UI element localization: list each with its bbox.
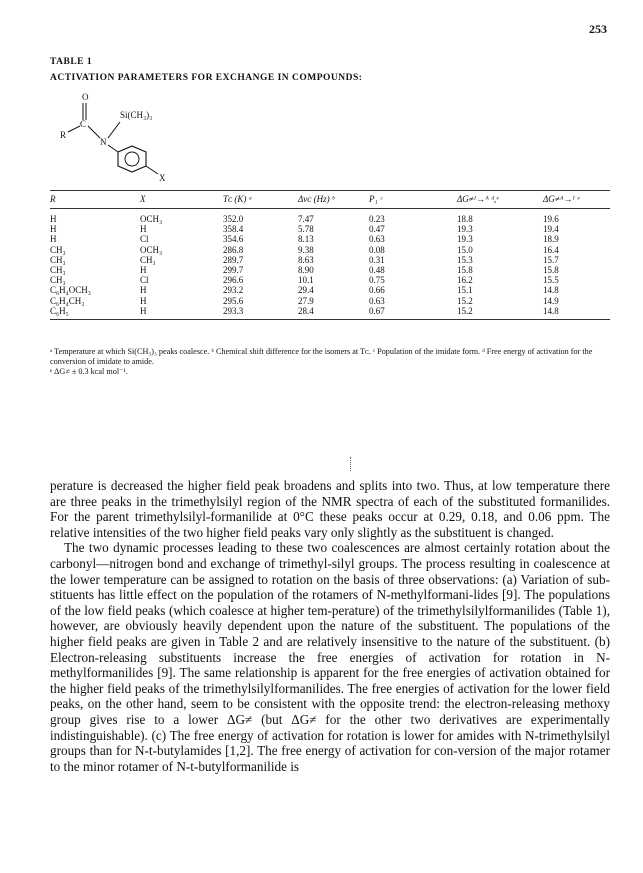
cell-dg-a-i: 19.6: [543, 214, 559, 224]
cell-p1: 0.31: [369, 254, 385, 265]
table-row: [50, 285, 610, 295]
cell-p1: 0.23: [369, 214, 385, 224]
cell-p1: 0.66: [369, 285, 385, 296]
cell-tc: 299.7: [223, 265, 244, 276]
cell-tc: 293.2: [223, 285, 244, 296]
cell-dg-a-i: 14.8: [543, 285, 559, 296]
table-row: [50, 224, 610, 234]
structure-x-label: X: [159, 173, 166, 183]
cell-p1: 0.48: [369, 265, 385, 276]
cell-p1: 0.08: [369, 244, 385, 255]
chemical-structure: [60, 90, 210, 190]
cell-tc: 289.7: [223, 254, 244, 265]
header-dg-a-i: ΔG≠ᴬ→ᴵ ᵉ: [543, 191, 610, 209]
table-row: [50, 296, 610, 306]
footnote-line: ᵉ ΔG≠ ± 0.3 kcal mol⁻¹.: [50, 367, 128, 377]
cell-delta-nu: 10.1: [298, 275, 314, 286]
cell-delta-nu: 29.4: [298, 285, 314, 296]
header-dg-i-a: ΔG≠ᴵ→ᴬ ᵈ,ᵉ: [457, 191, 543, 209]
header-x: X: [140, 191, 223, 209]
cell-dg-i-a: 15.2: [457, 306, 543, 320]
cell-p1: 0.75: [369, 275, 385, 286]
body-text: [50, 478, 610, 774]
cell-dg-i-a: 15.8: [457, 265, 473, 276]
cell-delta-nu: 9.38: [298, 244, 314, 255]
cell-dg-i-a: 19.3: [457, 224, 473, 235]
cell-delta-nu: 8.13: [298, 234, 314, 245]
cell-x: H: [140, 295, 147, 306]
table-row: [50, 209, 610, 225]
body-paragraph: perature is decreased the higher field peak broadens and splits into two. Thus, at low temperature there are three peaks in the trimethylsilyl region of the NMR spectra of each of the substituted formanilides. For the parent trimethylsilyl-formanilide at 0°C these peaks occur at 0.29, 0.18, and 0.06 ppm. The relative intensities of the two higher field peaks vary only slightly as the substituent is changed.: [50, 478, 610, 540]
cell-tc: 293.3: [223, 306, 298, 320]
cell-tc: 352.0: [223, 214, 244, 224]
table-label: TABLE 1: [50, 57, 93, 67]
table-row: [50, 306, 610, 320]
cell-r: C₆H₅: [50, 306, 140, 320]
structure-o-label: O: [82, 92, 89, 102]
cell-delta-nu: 28.4: [298, 306, 369, 320]
cell-p1: 0.63: [369, 295, 385, 306]
cell-tc: 295.6: [223, 295, 244, 306]
footnote-line: ᵃ Temperature at which Si(CH₃)₃ peaks coalesce. ᵇ Chemical shift difference for the isomers at Tᴄ. ᶜ Population of the imidate form. ᵈ Free energy of activation for the conversion of imidate to amide.: [50, 347, 593, 367]
table-row: [50, 265, 610, 275]
structure-substituent-label: Si(CH₃)₃: [120, 110, 153, 120]
header-delta-nu: Δνᴄ (Hz) ᵇ: [298, 191, 369, 209]
cell-r: C₆H₄OCH₃: [50, 285, 91, 296]
cell-dg-i-a: 15.0: [457, 244, 473, 255]
cell-tc: 358.4: [223, 224, 244, 235]
cell-x: Cl: [140, 234, 149, 245]
table-row: [50, 275, 610, 285]
cell-r: H: [50, 224, 57, 235]
cell-x: H: [140, 265, 147, 276]
cell-x: OCH₃: [140, 214, 163, 224]
cell-delta-nu: 8.63: [298, 254, 314, 265]
margin-mark: [350, 457, 352, 471]
table-title: ACTIVATION PARAMETERS FOR EXCHANGE IN COMPOUNDS:: [50, 73, 363, 83]
cell-dg-i-a: 18.8: [457, 214, 473, 224]
cell-dg-a-i: 14.8: [543, 306, 610, 320]
cell-delta-nu: 7.47: [298, 214, 314, 224]
cell-delta-nu: 8.90: [298, 265, 314, 276]
cell-r: H: [50, 234, 57, 245]
cell-dg-a-i: 18.9: [543, 234, 559, 245]
cell-tc: 286.8: [223, 244, 244, 255]
cell-dg-i-a: 15.2: [457, 295, 473, 306]
cell-dg-a-i: 19.4: [543, 224, 559, 235]
cell-r: CH₃: [50, 265, 66, 276]
body-paragraph: The two dynamic processes leading to these two coalescences are almost certainly rotation about the carbonyl—nitrogen bond and exchange of trimethyl-silyl groups. The process resulting in coalescence at the lower temperature can be assigned to rotation on the basis of three observations: (a) Variation of sub-stituents has little effect on the population of the rotamers of N-methylformani-lides [9]. The populations of the low field peaks (which coalesce at higher tem-perature) of the trimethylsilylformanilides (Table 1), however, are obviously heavily dependent upon the nature of the substituent. The populations of the higher field peaks are given in Table 2 and are relatively insensitive to the nature of the substituent. (b) Electron-releasing substituents increase the free energies of activation for rotation in N-methylformanilides [9]. The same relationship is apparent for the free energies of activation obtained for the higher field peaks of the trimethylsilylformanilides. The free energies of activation for the lower field peaks, on the other hand, seem to be consistent with the opposite trend: the electron-releasing methoxy group gives rise to a lower ΔG≠ (but ΔG≠ for the other two derivatives are experimentally indistinguishable). (c) The free energy of activation for rotation is lower for amides with N-trimethylsilyl groups than for N-t-butylamides [1,2]. The free energy of activation for con-version of the major rotamer to the minor rotamer of N-t-butylformanilide is: [50, 540, 610, 774]
cell-delta-nu: 5.78: [298, 224, 314, 235]
cell-p1: 0.67: [369, 306, 457, 320]
activation-table: [50, 190, 610, 320]
cell-r: CH₃: [50, 254, 66, 265]
cell-dg-a-i: 14.9: [543, 295, 559, 306]
table-row: [50, 234, 610, 244]
header-p1: P₁ ᶜ: [369, 191, 457, 209]
table-footnotes: [50, 347, 610, 378]
cell-dg-i-a: 15.3: [457, 254, 473, 265]
cell-p1: 0.63: [369, 234, 385, 245]
cell-dg-a-i: 15.7: [543, 254, 559, 265]
cell-dg-a-i: 16.4: [543, 244, 559, 255]
cell-r: CH₃: [50, 275, 66, 286]
structure-n-label: N: [100, 137, 107, 147]
cell-dg-a-i: 15.8: [543, 265, 559, 276]
cell-tc: 354.6: [223, 234, 244, 245]
cell-r: CH₃: [50, 244, 66, 255]
cell-tc: 296.6: [223, 275, 244, 286]
header-tc: Tᴄ (K) ᵃ: [223, 191, 298, 209]
table-row: [50, 245, 610, 255]
table-header-row: [50, 191, 610, 209]
cell-x: H: [140, 285, 147, 296]
cell-x: CH₃: [140, 254, 156, 265]
cell-delta-nu: 27.9: [298, 295, 314, 306]
cell-dg-i-a: 19.3: [457, 234, 473, 245]
data-table-wrapper: [50, 190, 610, 320]
cell-x: H: [140, 224, 147, 235]
cell-p1: 0.47: [369, 224, 385, 235]
cell-dg-i-a: 16.2: [457, 275, 473, 286]
structure-r-label: R: [60, 130, 67, 140]
cell-x: Cl: [140, 275, 149, 286]
cell-dg-a-i: 15.5: [543, 275, 559, 286]
cell-x: H: [140, 306, 223, 320]
cell-x: OCH₃: [140, 244, 163, 255]
table-row: [50, 255, 610, 265]
structure-c-label: C: [80, 119, 87, 129]
header-r: R: [50, 191, 140, 209]
cell-r: H: [50, 214, 57, 224]
cell-dg-i-a: 15.1: [457, 285, 473, 296]
page-number: 253: [589, 22, 607, 36]
cell-r: C₆H₄CH₃: [50, 295, 85, 306]
